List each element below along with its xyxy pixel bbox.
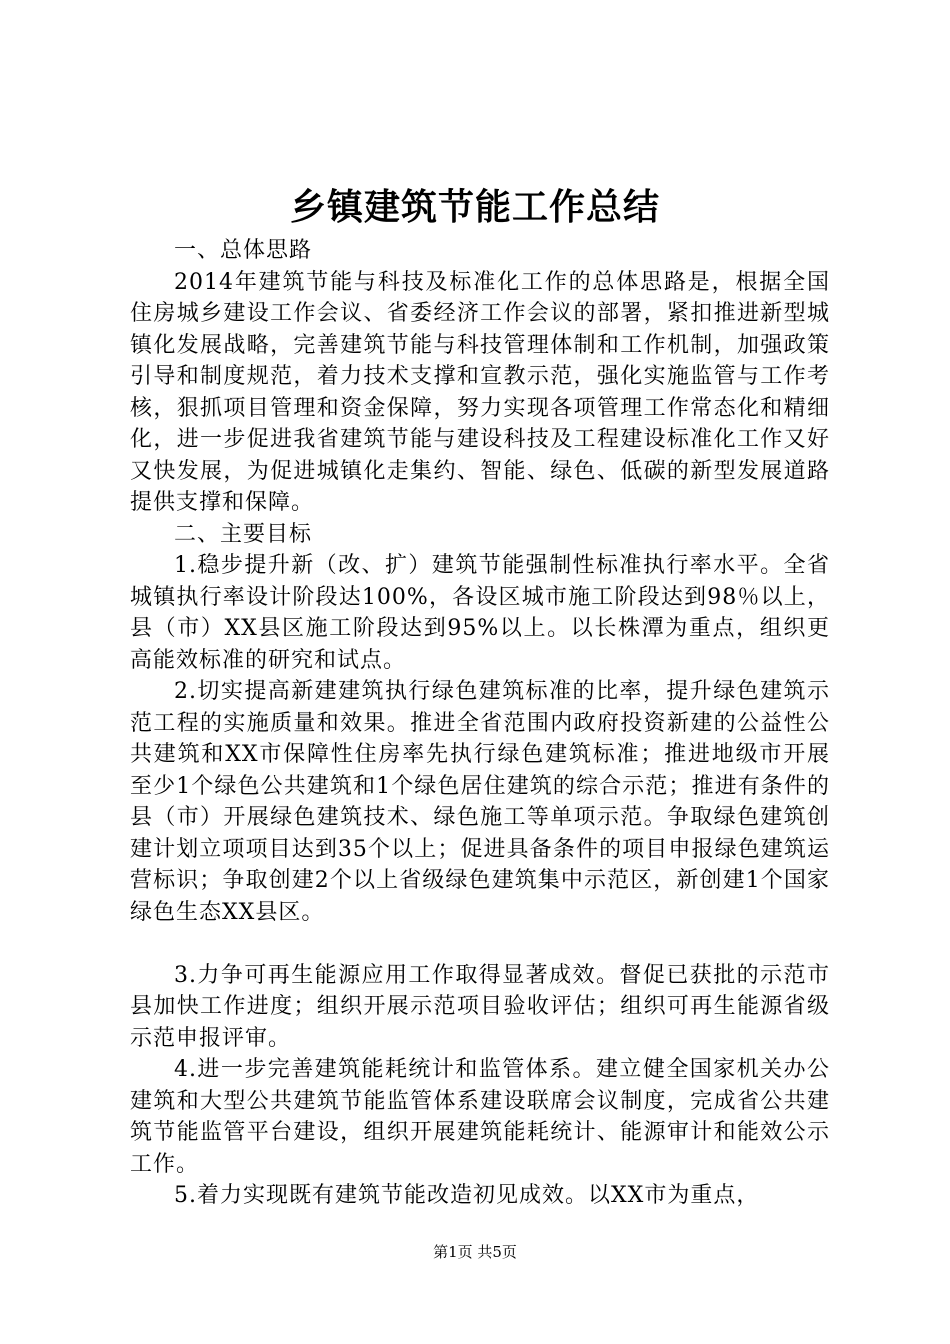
- goal-item-3: 3.力争可再生能源应用工作取得显著成效。督促已获批的示范市县加快工作进度；组织开展示范项目验收评估；组织可再生能源省级示范申报评审。: [130, 962, 830, 1051]
- paragraph-overall-approach: 2014年建筑节能与科技及标准化工作的总体思路是，根据全国住房城乡建设工作会议、省委经济工作会议的部署，紧扣推进新型城镇化发展战略，完善建筑节能与科技管理体制和工作机制，加强政策引导和制度规范，着力技术支撑和宣教示范，强化实施监管与工作考核，狠抓项目管理和资金保障，努力实现各项管理工作常态化和精细化，进一步促进我省建筑节能与建设科技及工程建设标准化工作又好又快发展，为促进城镇化走集约、智能、绿色、低碳的新型发展道路提供支撑和保障。: [130, 269, 830, 515]
- page-number-footer: 第1页 共5页: [433, 1243, 517, 1261]
- page-title: 乡镇建筑节能工作总结: [289, 186, 660, 228]
- document-body: [130, 235, 830, 1212]
- goal-item-2: 2.切实提高新建建筑执行绿色建筑标准的比率，提升绿色建筑示范工程的实施质量和效果。推进全省范围内政府投资新建的公益性公共建筑和XX市保障性住房率先执行绿色建筑标准；推进地级市开展至少1个绿色公共建筑和1个绿色居住建筑的综合示范；推进有条件的县（市）开展绿色建筑技术、绿色施工等单项示范。争取绿色建筑创建计划立项项目达到35个以上；促进具备条件的项目申报绿色建筑运营标识；争取创建2个以上省级绿色建筑集中示范区，新创建1个国家绿色生态XX县区。: [130, 679, 830, 925]
- goal-item-4: 4.进一步完善建筑能耗统计和监管体系。建立健全国家机关办公建筑和大型公共建筑节能监管体系建设联席会议制度，完成省公共建筑节能监管平台建设，组织开展建筑能耗统计、能源审计和能效公示工作。: [130, 1057, 830, 1177]
- section-heading-overall-approach: 一、总体思路: [174, 238, 313, 263]
- goal-item-1: 1.稳步提升新（改、扩）建筑节能强制性标准执行率水平。全省城镇执行率设计阶段达100%，各设区城市施工阶段达到98％以上，县（市）XX县区施工阶段达到95%以上。以长株潭为重点，组织更高能效标准的研究和试点。: [130, 553, 830, 673]
- section-heading-main-goals: 二、主要目标: [174, 521, 313, 547]
- paragraph-spacer: [130, 928, 830, 960]
- goal-item-5: 5.着力实现既有建筑节能改造初见成效。以XX市为重点，: [174, 1183, 760, 1208]
